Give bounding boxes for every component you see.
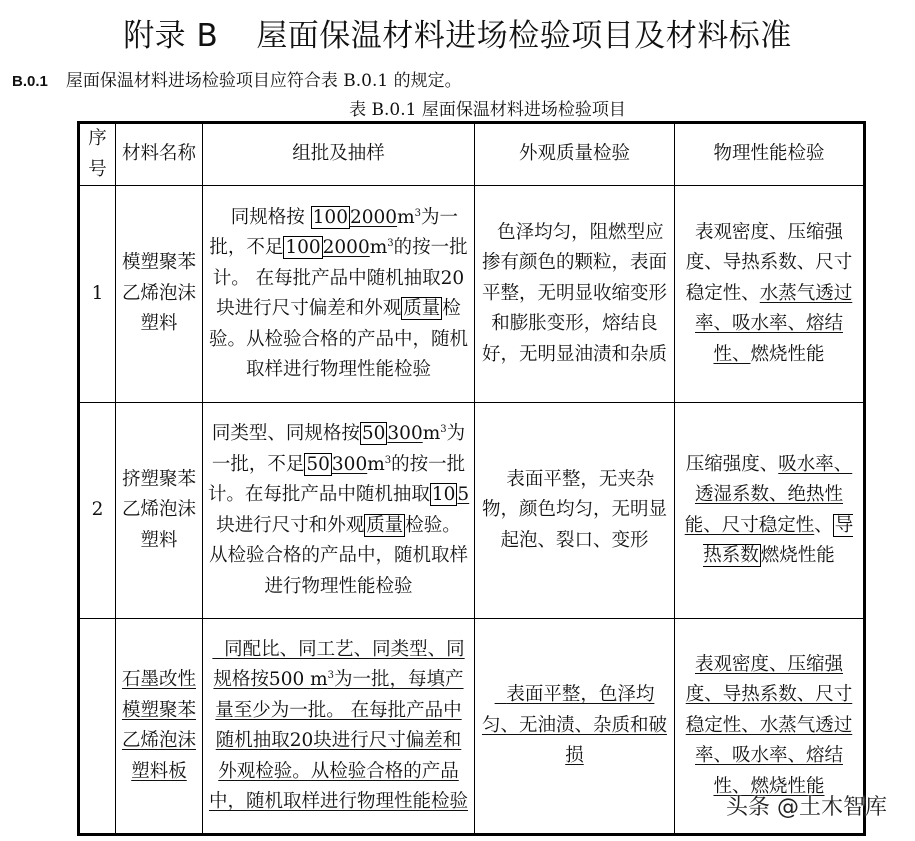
clause-b01 bbox=[12, 66, 462, 91]
header-appearance: 外观质量检验 bbox=[475, 123, 675, 186]
row-appearance: 表面平整，无夹杂物，颜色均匀，无明显起泡、裂口、变形 bbox=[475, 403, 675, 619]
revision-box: 50 bbox=[306, 453, 330, 475]
clause-text: 屋面保温材料进场检验项目应符合表 B.0.1 的规定。 bbox=[65, 71, 462, 91]
revision-box: 100 bbox=[312, 206, 348, 228]
header-physical: 物理性能检验 bbox=[675, 123, 865, 186]
revision-box: 质量 bbox=[403, 298, 441, 319]
revision-box: 质量 bbox=[366, 514, 404, 536]
header-material: 材料名称 bbox=[116, 123, 203, 186]
table-row bbox=[79, 403, 865, 619]
revision-box: 50 bbox=[361, 423, 386, 444]
row-physical: 表观密度、压缩强度、导热系数、尺寸稳定性、水蒸气透过率、吸水率、熔结性、燃烧性能 bbox=[675, 186, 865, 403]
row-index bbox=[79, 619, 116, 835]
row-batching: 同配比、同工艺、同类型、同规格按500 $m^3$为一批，每填产量至少为一批。 在每批产品中随机抽取20块进行尺寸偏差和外观检验。从检验合格的产品中，随机取样进行物理性能检验 bbox=[203, 619, 475, 835]
revision-box: 10 bbox=[431, 484, 456, 505]
table-row bbox=[79, 186, 865, 403]
clause-number: B.0.1 bbox=[12, 73, 48, 90]
row-index: 2 bbox=[79, 403, 116, 619]
header-batching: 组批及抽样 bbox=[203, 123, 475, 186]
row-material: 石墨改性模塑聚苯乙烯泡沫塑料板 bbox=[116, 619, 203, 835]
watermark: 头条 @土木智库 bbox=[726, 795, 887, 820]
row-material: 挤塑聚苯乙烯泡沫塑料 bbox=[116, 403, 203, 619]
revision-box: 导热系数 bbox=[703, 514, 854, 566]
table-header-row bbox=[79, 123, 865, 186]
table-caption: 表 B.0.1 屋面保温材料进场检验项目 bbox=[349, 100, 626, 120]
row-material: 模塑聚苯乙烯泡沫塑料 bbox=[116, 186, 203, 403]
header-index: 序号 bbox=[79, 123, 116, 186]
row-physical: 表观密度、压缩强度、导热系数、尺寸稳定性、水蒸气透过率、吸水率、熔结性、燃烧性能 bbox=[675, 619, 865, 835]
row-batching: 同规格按 100 $2000m^3$为一批，不足 100 $2000m^3$的按一批计。 在每批产品中随机抽取20块进行尺寸偏差和外观 质量 检验。从检验合格的产品中，随机取样进行物理性能检验 bbox=[203, 186, 475, 403]
row-appearance: 表面平整，色泽均匀、无油渍、杂质和破损 bbox=[475, 619, 675, 835]
appendix-title bbox=[0, 10, 915, 55]
row-physical: 压缩强度、吸水率、透湿系数、绝热性能、尺寸稳定性、 导热系数 燃烧性能 bbox=[675, 403, 865, 619]
revision-box: 100 bbox=[285, 237, 321, 258]
appendix-prefix: 附录 B bbox=[123, 18, 219, 54]
row-appearance: 色泽均匀，阻燃型应掺有颜色的颗粒，表面平整，无明显收缩变形和膨胀变形，熔结良好，无明显油渍和杂质 bbox=[475, 186, 675, 403]
appendix-title-text: 屋面保温材料进场检验项目及材料标准 bbox=[256, 18, 792, 54]
row-batching: 同类型、同规格按 50 $300m^3$为一批，不足 50 $300m^3$的按一批计。在每批产品中随机抽取 10 5块进行尺寸和外观 质量 检验。从检验合格的产品中，随机取样进行物理性能检验 bbox=[203, 403, 475, 619]
row-index: 1 bbox=[79, 186, 116, 403]
inspection-table bbox=[77, 121, 866, 836]
